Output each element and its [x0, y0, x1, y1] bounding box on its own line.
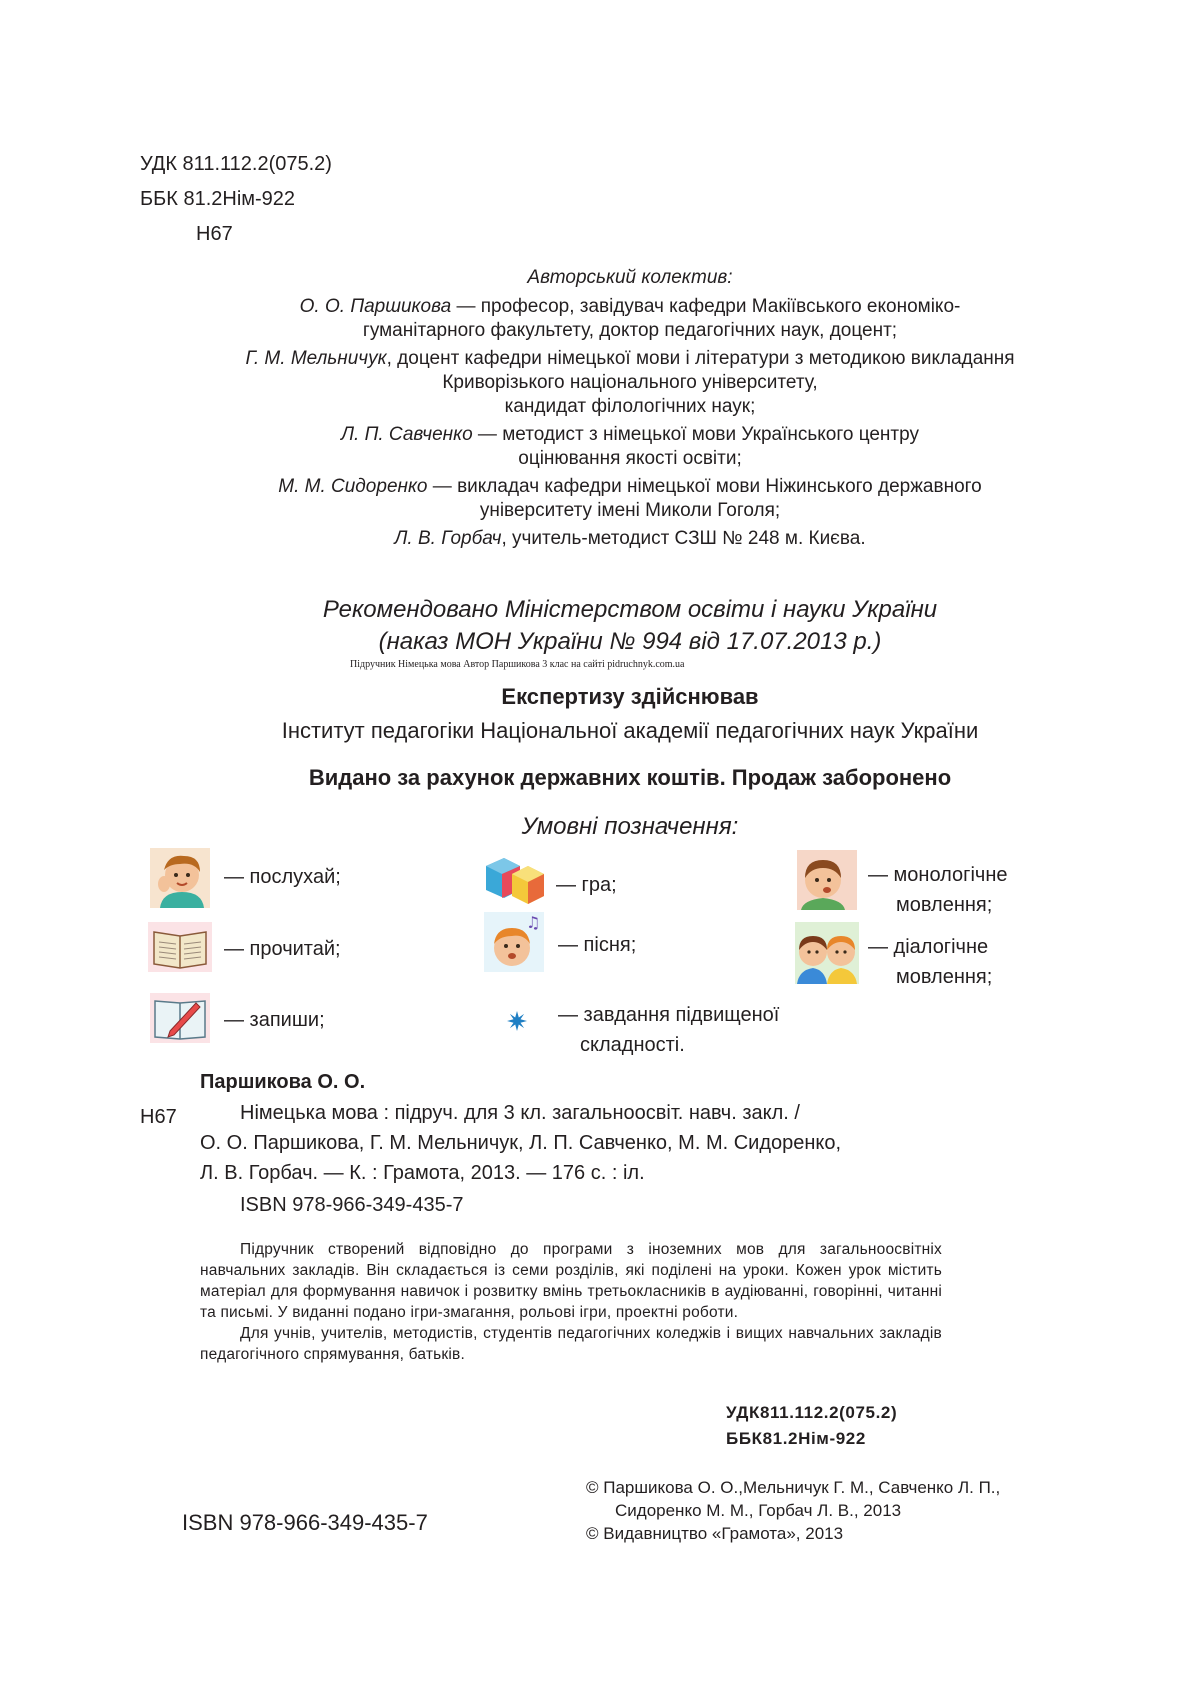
recommendation — [100, 594, 1160, 658]
legend-label: — гра; — [556, 874, 617, 896]
author-entry — [100, 475, 1160, 523]
copyright-line: Сидоренко М. М., Горбач Л. В., 2013 — [615, 1501, 902, 1520]
recommendation-order: (наказ МОН України № 994 від 17.07.2013 р.) — [378, 628, 882, 655]
monologue-boy-icon — [797, 850, 857, 910]
legend-label: — запиши; — [224, 1009, 325, 1031]
catalog-line: Німецька мова : підруч. для 3 кл. загальноосвіт. навч. закл. / — [240, 1102, 800, 1124]
recommendation-line: Рекомендовано Міністерством освіти і науки України — [322, 596, 938, 623]
author-mark: Н67 — [196, 223, 233, 245]
authors-heading: Авторський колектив: — [527, 267, 733, 288]
legend-label: — послухай; — [224, 866, 341, 888]
watermark-text: Підручник Німецька мова Автор Паршикова 3 клас на сайті pidruchnyk.com.ua — [350, 659, 685, 670]
expertise-heading: Експертизу здійснював — [501, 684, 759, 709]
author-name: О. О. Паршикова — [299, 296, 452, 317]
copyright-publisher: © Видавництво «Грамота», 2013 — [586, 1524, 844, 1543]
copyright-line: © Паршикова О. О.,Мельничук Г. М., Савченко Л. П., — [586, 1478, 1001, 1497]
catalog-line: О. О. Паршикова, Г. М. Мельничук, Л. П. Савченко, М. М. Сидоренко, — [200, 1132, 842, 1154]
author-desc: — методист з німецької мови Українського центру — [472, 424, 919, 445]
author-name: Л. П. Савченко — [341, 424, 473, 445]
catalog-line: Л. В. Горбач. — К. : Грамота, 2013. — 176 с. : іл. — [200, 1162, 645, 1184]
expertise-institute: Інститут педагогіки Національної академії педагогічних наук України — [281, 718, 979, 743]
author-entry — [100, 295, 1160, 343]
legend-label: — прочитай; — [224, 938, 341, 960]
svg-text:♫: ♫ — [526, 913, 541, 932]
dialogue-children-icon — [795, 922, 859, 984]
author-name: Л. В. Горбач — [394, 528, 502, 549]
author-desc: — професор, завідувач кафедри Макіївського економіко- — [451, 296, 961, 317]
annotation-paragraph: Для учнів, учителів, методистів, студентів педагогічних коледжів і вищих навчальних закладів педагогічного спрямування, батьків. — [200, 1325, 942, 1363]
author-entry — [100, 527, 1160, 551]
listening-boy-icon — [150, 848, 210, 908]
author-desc: , доцент кафедри німецької мови і літератури з методикою викладання — [386, 348, 1015, 369]
author-name: Г. М. Мельничук — [245, 348, 387, 369]
catalog-code: Н67 — [140, 1106, 177, 1128]
writing-notebook-icon — [150, 993, 210, 1043]
author-entry — [100, 347, 1160, 419]
reading-book-icon — [148, 922, 212, 972]
legend-label: — монологічне — [868, 864, 1008, 886]
author-entry — [100, 423, 1160, 471]
authors-block — [100, 266, 1160, 551]
author-desc: Криворізького національного університету, — [442, 372, 818, 393]
legend-label: — діалогічне — [868, 936, 989, 958]
legend-label: складності. — [580, 1034, 685, 1056]
game-cubes-icon — [482, 852, 546, 904]
bottom-udk: УДК811.112.2(075.2) — [726, 1403, 898, 1422]
udk-code: УДК 811.112.2(075.2) — [140, 153, 332, 175]
state-funded-notice: Видано за рахунок державних коштів. Продаж заборонено — [308, 765, 952, 790]
legend-label: мовлення; — [896, 966, 993, 988]
bbk-code: ББК 81.2Нім-922 — [140, 188, 296, 210]
singing-boy-icon — [484, 912, 544, 972]
author-desc: , учитель-методист СЗШ № 248 м. Києва. — [501, 528, 866, 549]
footer-isbn: ISBN 978-966-349-435-7 — [182, 1510, 428, 1535]
author-desc: оцінювання якості освіти; — [518, 448, 742, 469]
copyright-authors — [586, 1476, 1000, 1545]
author-name: М. М. Сидоренко — [278, 476, 428, 497]
legend-label: мовлення; — [896, 894, 993, 916]
legend-heading: Умовні позначення: — [521, 813, 739, 840]
catalog-author: Паршикова О. О. — [200, 1071, 366, 1093]
legend-label: — завдання підвищеної — [558, 1004, 780, 1026]
annotation-paragraph: Підручник створений відповідно до програми з іноземних мов для загальноосвітніх навчальних закладів. Він складається із семи розділів, які поділені на уроки. Кожен урок містить матеріал для формування навичок і розвитку вмінь третьокласників в аудіюванні, говорінні, читанні та письмі. У виданні подано ігри-змагання, рольові ігри, проектні роботи. — [200, 1241, 942, 1321]
author-desc: кандидат філологічних наук; — [504, 396, 756, 417]
bottom-bbk: ББК81.2Нім-922 — [726, 1429, 866, 1448]
author-desc: — викладач кафедри німецької мови Ніжинського державного — [427, 476, 982, 497]
star-burst-icon — [507, 1011, 527, 1031]
legend-label: — пісня; — [558, 934, 637, 956]
annotation — [200, 1239, 942, 1365]
catalog-isbn: ISBN 978-966-349-435-7 — [240, 1194, 464, 1216]
author-desc: університету імені Миколи Гоголя; — [479, 500, 781, 521]
author-desc: гуманітарного факультету, доктор педагогічних наук, доцент; — [362, 320, 898, 341]
